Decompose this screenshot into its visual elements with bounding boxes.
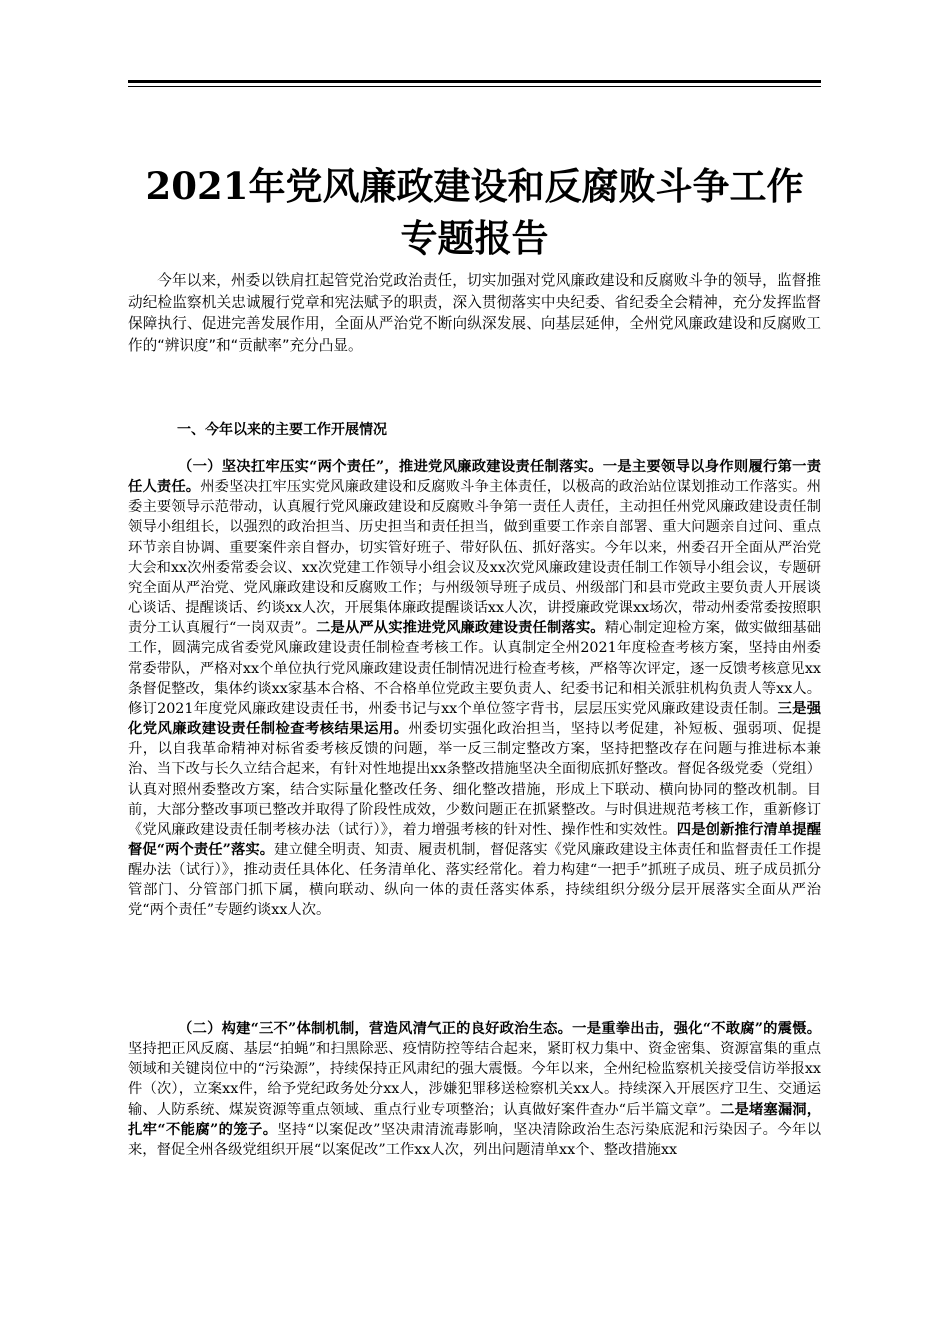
para1-text-1: 州委坚决扛牢压实党风廉政建设和反腐败斗争主体责任，以极高的政治站位谋划推动工作落实。州委主要领导示范带动，认真履行党风廉政建设和反腐败斗争第一责任人责任，主动担任州党风廉政建设责任制领导小组组长，以强烈的政治担当、历史担当和责任担当，做到重要工作亲自部署、重大问题亲自过问、重点环节亲自协调、重要案件亲自督办，切实管好班子、带好队伍、抓好落实。今年以来，州委召开全面从严治党大会和xx次州委常委会议、xx次党建工作领导小组会议及xx次党风廉政建设责任制工作领导小组会议，专题研究全面从严治党、党风廉政建设和反腐败工作；与州级领导班子成员、州级部门和县市党政主要负责人开展谈心谈话、提醒谈话、约谈xx人次，开展集体廉政提醒谈话xx人次，讲授廉政党课xx场次，带动州委常委按照职责分工认真履行“一岗双责”。 xyxy=(128,479,821,637)
para2-bold-1: （二）构建“三不”体制机制，营造风清气正的良好政治生态。一是重拳出击，强化“不敢腐”的震慑。 xyxy=(178,1021,821,1037)
para1-text-3: 州委切实强化政治担当，坚持以考促建，补短板、强弱项、促提升，以自我革命精神对标省委考核反馈的问题，举一反三制定整改方案，坚持把整改存在问题与推进标本兼治、当下改与长久立结合起来，有针对性地提出xx条整改措施坚决全面彻底抓好整改。督促各级党委（党组）认真对照州委整改方案，结合实际量化整改任务、细化整改措施，形成上下联动、横向协同的整改机制。目前，大部分整改事项已整改并取得了阶段性成效，少数问题正在抓紧整改。与时俱进规范考核工作，重新修订《党风廉政建设责任制考核办法（试行）》，着力增强考核的针对性、操作性和实效性。 xyxy=(128,721,822,838)
body-paragraph-2 xyxy=(128,1019,821,1160)
para2-text-1: 坚持把正风反腐、基层“拍蝇”和扫黑除恶、疫情防控等结合起来，紧盯权力集中、资金密集、资源富集的重点领域和关键岗位中的“污染源”，持续保持正风肃纪的强大震慑。今年以来，全州纪检监察机关接受信访举报xx件（次），立案xx件，给予党纪政务处分xx人，涉嫌犯罪移送检察机关xx人。持续深入开展医疗卫生、交通运输、人防系统、煤炭资源等重点领域、重点行业专项整治；认真做好案件查办“后半篇文章”。 xyxy=(128,1041,821,1118)
section-heading-1: 一、今年以来的主要工作开展情况 xyxy=(177,422,387,438)
para1-bold-4: 四是创新推行清单提醒督促“两个责任”落实。 xyxy=(128,821,821,858)
para1-text-4: 建立健全明责、知责、履责机制，督促落实《党风廉政建设主体责任和监督责任工作提醒办法（试行）》，推动责任具体化、任务清单化、落实经常化。着力构建“一把手”抓班子成员、班子成员抓分管部门、分管部门抓下属，横向联动、纵向一体的责任落实体系，持续组织分级分层开展落实全面从严治党“两个责任”专题约谈xx人次。 xyxy=(128,841,821,919)
header-rule-thick xyxy=(128,80,821,83)
para2-bold-2: 二是堵塞漏洞，扎牢“不能腐”的笼子。 xyxy=(128,1101,821,1138)
para2-text-2: 坚持“以案促改”坚决肃清流毒影响，坚决清除政治生态污染底泥和污染因子。今年以来，督促全州各级党组织开展“以案促改”工作xx人次，列出问题清单xx个、整改措施xx xyxy=(128,1121,821,1158)
document-title: 2021年党风廉政建设和反腐败斗争工作专题报告 xyxy=(145,164,804,260)
para1-bold-3: 三是强化党风廉政建设责任制检查考核结果运用。 xyxy=(128,700,821,738)
para1-bold-2: 二是从严从实推进党风廉政建设责任制落实。 xyxy=(316,620,605,637)
header-rule-thin xyxy=(128,86,821,87)
para1-text-2: 精心制定迎检方案，做实做细基础工作，圆满完成省委党风廉政建设责任制检查考核工作。认真制定全州2021年度检查考核方案，坚持由州委常委带队，严格对xx个单位执行党风廉政建设责任制情况进行检查考核，严格等次评定，逐一反馈考核意见xx条督促整改，集体约谈xx家基本合格、不合格单位党政主要负责人、纪委书记和相关派驻机构负责人等xx人。修订2021年度党风廉政建设责任书，州委书记与xx个单位签字背书，层层压实党风廉政建设责任制。 xyxy=(128,620,822,717)
body-paragraph-1 xyxy=(128,457,821,921)
para1-bold-1: （一）坚决扛牢压实“两个责任”，推进党风廉政建设责任制落实。一是主要领导以身作则履行第一责任人责任。 xyxy=(128,459,821,496)
intro-paragraph: 今年以来，州委以铁肩扛起管党治党政治责任，切实加强对党风廉政建设和反腐败斗争的领导，监督推动纪检监察机关忠诚履行党章和宪法赋予的职责，深入贯彻落实中央纪委、省纪委全会精神，充分发挥监督保障执行、促进完善发展作用，全面从严治党不断向纵深发展、向基层延伸，全州党风廉政建设和反腐败工作的“辨识度”和“贡献率”充分凸显。 xyxy=(128,272,821,354)
